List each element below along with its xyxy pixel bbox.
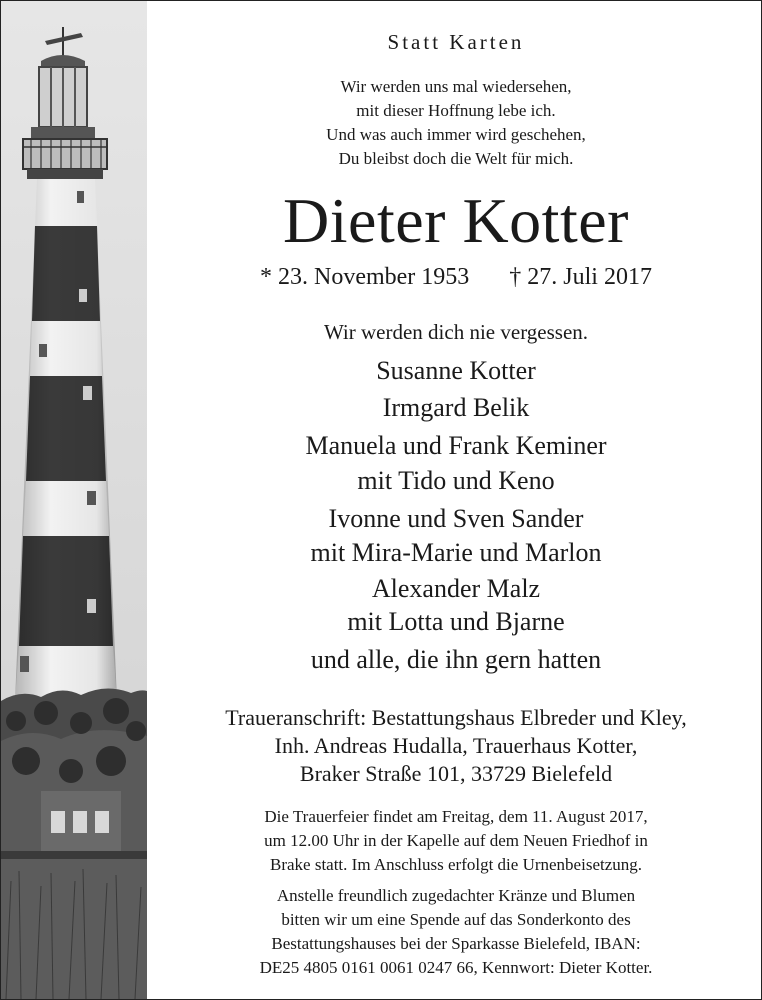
lighthouse-illustration	[1, 1, 147, 999]
ceremony-line: Brake statt. Im Anschluss erfolgt die Urnenbeisetzung.	[269, 855, 643, 874]
mourner-line: Ivonne und Sven Sander	[328, 504, 584, 533]
address-line: Braker Straße 101, 33729 Bielefeld	[299, 761, 613, 786]
poem-line: Wir werden uns mal wiedersehen,	[340, 77, 572, 96]
tribute-line: Wir werden dich nie vergessen.	[323, 320, 589, 344]
mourner-line: mit Mira-Marie und Marlon	[310, 538, 602, 567]
mourner-line: Susanne Kotter	[376, 356, 536, 385]
address-line: Traueranschrift: Bestattungshaus Elbreder und Kley,	[225, 705, 687, 730]
life-dates	[150, 264, 762, 291]
death-date: † 27. Juli 2017	[509, 264, 652, 290]
poem-line: mit dieser Hoffnung lebe ich.	[356, 101, 556, 120]
ceremony-line: um 12.00 Uhr in der Kapelle auf dem Neuen Friedhof in	[264, 831, 648, 850]
mourner-line: Irmgard Belik	[382, 393, 530, 422]
donation-line: Bestattungshauses bei der Sparkasse Bielefeld, IBAN:	[271, 934, 641, 953]
poem-line: Du bleibst doch die Welt für mich.	[338, 149, 574, 168]
birth-date: * 23. November 1953	[260, 264, 470, 290]
ceremony-line: Die Trauerfeier findet am Freitag, dem 11. August 2017,	[264, 807, 648, 826]
address-line: Inh. Andreas Hudalla, Trauerhaus Kotter,	[274, 733, 638, 758]
donation-line: bitten wir um eine Spende auf das Sonderkonto des	[281, 910, 631, 929]
mourner-line: Alexander Malz	[371, 574, 541, 603]
mourner-line: und alle, die ihn gern hatten	[310, 645, 602, 674]
mourner-line: mit Tido und Keno	[357, 466, 555, 495]
deceased-name: Dieter Kotter	[283, 185, 629, 256]
mourner-line: Manuela und Frank Keminer	[305, 431, 607, 460]
header-statt-karten: Statt Karten	[387, 30, 525, 54]
donation-line: Anstelle freundlich zugedachter Kränze und Blumen	[276, 886, 636, 905]
mourner-line: mit Lotta und Bjarne	[347, 607, 565, 636]
lighthouse-photo	[1, 1, 147, 999]
poem-line: Und was auch immer wird geschehen,	[326, 125, 586, 144]
donation-line: DE25 4805 0161 0061 0247 66, Kennwort: Dieter Kotter.	[259, 958, 653, 977]
notice-text	[150, 0, 762, 1000]
